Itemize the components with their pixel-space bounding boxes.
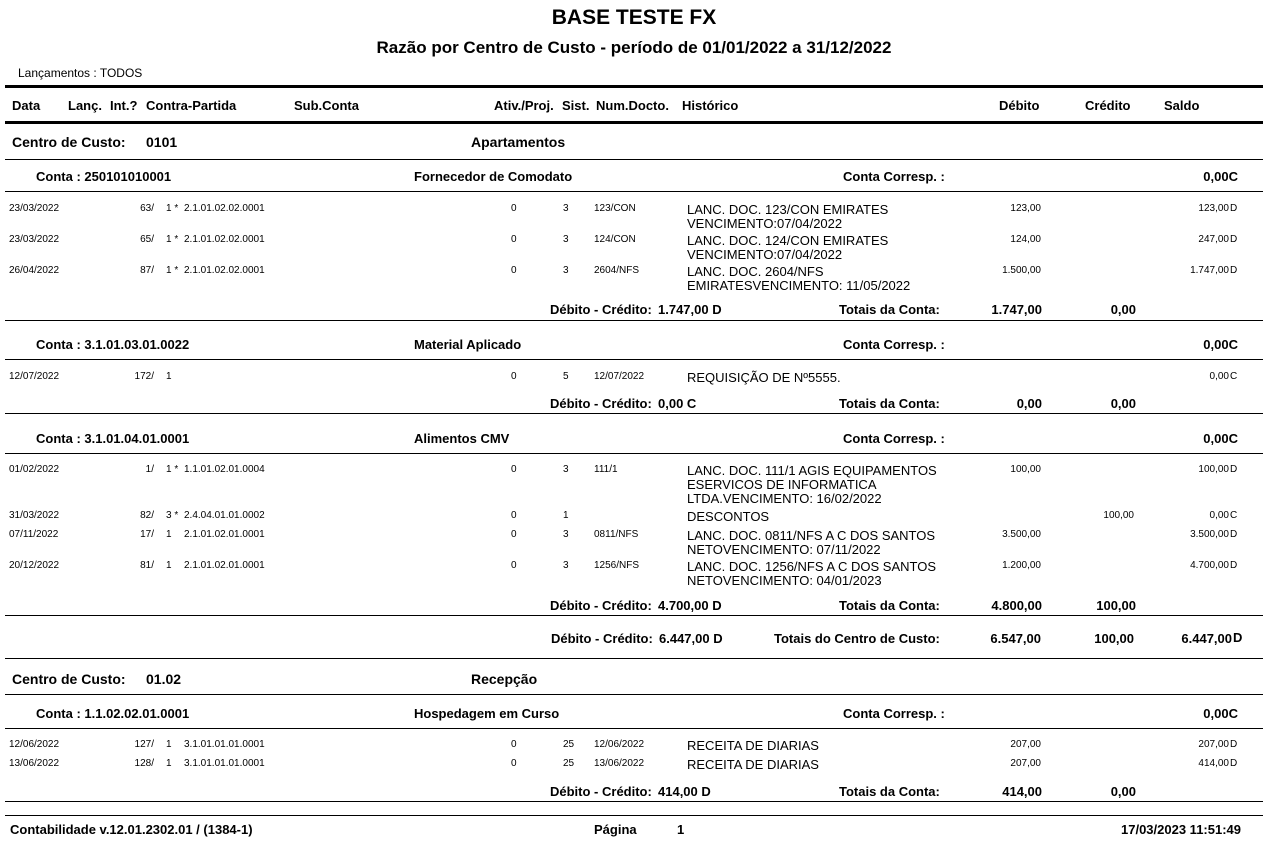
account-opening-balance: 0,00C: [1203, 431, 1238, 446]
debit-credit-value: 0,00 C: [658, 396, 697, 411]
header-rule-top: [5, 85, 1263, 88]
entry-int: 1: [166, 739, 172, 750]
entry-ativ: 0: [511, 529, 517, 540]
col-credito: Crédito: [1085, 98, 1131, 113]
divider: [5, 191, 1263, 192]
entry-ativ: 0: [511, 464, 517, 475]
account-name: Hospedagem em Curso: [414, 706, 560, 721]
entry-balance-dc: D: [1230, 758, 1238, 769]
col-contra: Contra-Partida: [146, 98, 237, 113]
account-name: Material Aplicado: [414, 337, 522, 352]
entry-ativ: 0: [511, 203, 517, 214]
account-totals-label: Totais da Conta:: [839, 396, 940, 411]
entry-history: REQUISIÇÃO DE Nº5555.: [687, 370, 841, 385]
entry-ativ: 0: [511, 265, 517, 276]
entry-doc: 1256/NFS: [594, 560, 640, 571]
col-sist: Sist.: [562, 98, 590, 113]
entry-balance: 100,00: [1198, 464, 1229, 475]
entry-history: LANC. DOC. 1256/NFS A C DOS SANTOS NETOVENCIMENTO: 04/01/2023: [687, 559, 937, 588]
cost-center-total-balance: 6.447,00: [1181, 631, 1232, 646]
entry-int: 1 *: [166, 234, 179, 245]
entry-date: 23/03/2022: [9, 203, 60, 214]
entry-history: LANC. DOC. 2604/NFS EMIRATESVENCIMENTO: 11/05/2022: [687, 264, 911, 293]
account-name: Alimentos CMV: [414, 431, 510, 446]
entry-contra: 2.1.01.02.02.0001: [184, 265, 265, 276]
entry-int: 3 *: [166, 510, 179, 521]
entry-debit: 3.500,00: [1002, 529, 1041, 540]
header-rule-bottom: [5, 121, 1263, 124]
divider: [5, 159, 1263, 160]
account-label: Conta : 3.1.01.03.01.0022: [36, 337, 190, 352]
entry-sist: 3: [563, 203, 569, 214]
account-label: Conta : 1.1.02.02.01.0001: [36, 706, 190, 721]
report-title: BASE TESTE FX: [551, 6, 717, 29]
entry-balance-dc: D: [1230, 265, 1238, 276]
entry-doc: 2604/NFS: [594, 265, 640, 276]
entry-int: 1: [166, 758, 172, 769]
page-number: 1: [677, 822, 685, 837]
entry-doc: 111/1: [594, 464, 618, 475]
cost-center-balance-dc: D: [1233, 630, 1243, 645]
account-totals-label: Totais da Conta:: [839, 598, 940, 613]
entry-ativ: 0: [511, 560, 517, 571]
entry-sist: 3: [563, 464, 569, 475]
entry-balance-dc: D: [1230, 560, 1238, 571]
cost-center-label: Centro de Custo:: [12, 671, 126, 687]
report-subtitle: Razão por Centro de Custo - período de 01/01/2022 a 31/12/2022: [376, 38, 892, 57]
entry-date: 01/02/2022: [9, 464, 60, 475]
debit-credit-value: 1.747,00 D: [658, 302, 722, 317]
cost-center-code: 0101: [146, 134, 178, 150]
entry-balance-dc: D: [1230, 464, 1238, 475]
entry-balance: 207,00: [1198, 739, 1229, 750]
entry-balance: 0,00: [1209, 371, 1229, 382]
entry-ativ: 0: [511, 739, 517, 750]
divider: [5, 615, 1263, 616]
entry-doc: 0811/NFS: [594, 529, 639, 540]
col-numdoc: Num.Docto.: [596, 98, 669, 113]
entry-debit: 1.500,00: [1002, 265, 1041, 276]
entry-lanc: 127/: [134, 739, 154, 750]
filter-label: Lançamentos : TODOS: [18, 66, 143, 80]
entry-int: 1 *: [166, 203, 179, 214]
entry-history: RECEITA DE DIARIAS: [687, 738, 819, 753]
cost-center-diff: 6.447,00 D: [659, 631, 723, 646]
entry-ativ: 0: [511, 758, 517, 769]
account-total-credit: 0,00: [1110, 302, 1136, 317]
entry-ativ: 0: [511, 510, 517, 521]
account-total-debit: 1.747,00: [991, 302, 1042, 317]
conta-corresp-label: Conta Corresp. :: [843, 431, 945, 446]
cost-center-label: Centro de Custo:: [12, 134, 126, 150]
entry-contra: 2.4.04.01.01.0002: [184, 510, 265, 521]
debit-credit-value: 414,00 D: [658, 784, 711, 799]
account-total-debit: 0,00: [1016, 396, 1042, 411]
entry-debit: 207,00: [1010, 758, 1041, 769]
entry-int: 1: [166, 560, 172, 571]
account-opening-balance: 0,00C: [1203, 706, 1238, 721]
page-label: Página: [594, 822, 637, 837]
entry-doc: 13/06/2022: [594, 758, 645, 769]
cost-center-name: Recepção: [471, 671, 538, 687]
entry-debit: 1.200,00: [1002, 560, 1041, 571]
account-label: Conta : 3.1.01.04.01.0001: [36, 431, 190, 446]
entry-lanc: 63/: [140, 203, 154, 214]
entry-doc: 12/07/2022: [594, 371, 645, 382]
cost-center-code: 01.02: [146, 671, 182, 687]
entry-balance: 247,00: [1198, 234, 1229, 245]
entry-contra: 3.1.01.01.01.0001: [184, 758, 265, 769]
account-totals-label: Totais da Conta:: [839, 784, 940, 799]
entry-ativ: 0: [511, 371, 517, 382]
cost-center-total-credit: 100,00: [1094, 631, 1134, 646]
divider: [5, 694, 1263, 695]
entry-sist: 25: [563, 758, 575, 769]
cost-center-name: Apartamentos: [471, 134, 566, 150]
col-date: Data: [12, 98, 41, 113]
divider: [5, 801, 1263, 802]
entry-date: 07/11/2022: [9, 529, 59, 540]
debit-credit-label: Débito - Crédito:: [551, 631, 653, 646]
col-saldo: Saldo: [1164, 98, 1200, 113]
divider: [5, 413, 1263, 414]
entry-lanc: 172/: [134, 371, 154, 382]
divider: [5, 658, 1263, 659]
account-total-credit: 0,00: [1110, 784, 1136, 799]
account-total-credit: 0,00: [1110, 396, 1136, 411]
entry-lanc: 81/: [140, 560, 154, 571]
entry-contra: 2.1.01.02.02.0001: [184, 203, 265, 214]
entry-history: RECEITA DE DIARIAS: [687, 757, 819, 772]
entry-doc: 12/06/2022: [594, 739, 645, 750]
entry-history: DESCONTOS: [687, 509, 770, 524]
debit-credit-value: 4.700,00 D: [658, 598, 722, 613]
entry-balance: 3.500,00: [1190, 529, 1229, 540]
print-timestamp: 17/03/2023 11:51:49: [1121, 822, 1241, 837]
entry-lanc: 17/: [140, 529, 154, 540]
entry-date: 12/06/2022: [9, 739, 60, 750]
entry-debit: 123,00: [1010, 203, 1041, 214]
col-lanc: Lanç.: [68, 98, 102, 113]
entry-balance: 4.700,00: [1190, 560, 1229, 571]
entry-balance-dc: D: [1230, 529, 1238, 540]
account-total-debit: 414,00: [1002, 784, 1042, 799]
entry-balance: 1.747,00: [1190, 265, 1229, 276]
entry-contra: 2.1.01.02.01.0001: [184, 529, 265, 540]
conta-corresp-label: Conta Corresp. :: [843, 169, 945, 184]
entry-debit: 207,00: [1010, 739, 1041, 750]
entry-sist: 1: [563, 510, 569, 521]
entry-history: LANC. DOC. 123/CON EMIRATES VENCIMENTO:07/04/2022: [687, 202, 889, 231]
entry-credit: 100,00: [1103, 510, 1134, 521]
entry-lanc: 87/: [140, 265, 154, 276]
entry-date: 23/03/2022: [9, 234, 60, 245]
entry-lanc: 65/: [140, 234, 154, 245]
debit-credit-label: Débito - Crédito:: [550, 784, 652, 799]
entry-balance-dc: D: [1230, 234, 1238, 245]
account-total-credit: 100,00: [1096, 598, 1136, 613]
entry-ativ: 0: [511, 234, 517, 245]
entry-sist: 3: [563, 234, 569, 245]
entry-history: LANC. DOC. 111/1 AGIS EQUIPAMENTOS ESERVICOS DE INFORMATICA LTDA.VENCIMENTO: 16/02/2022: [687, 463, 937, 506]
entry-sist: 25: [563, 739, 575, 750]
account-opening-balance: 0,00C: [1203, 337, 1238, 352]
entry-history: LANC. DOC. 124/CON EMIRATES VENCIMENTO:07/04/2022: [687, 233, 889, 262]
entry-lanc: 82/: [140, 510, 154, 521]
cost-center-totals-label: Totais do Centro de Custo:: [774, 631, 940, 646]
entry-debit: 100,00: [1010, 464, 1041, 475]
col-debito: Débito: [999, 98, 1040, 113]
divider: [5, 320, 1263, 321]
account-totals-label: Totais da Conta:: [839, 302, 940, 317]
entry-doc: 124/CON: [594, 234, 636, 245]
col-subconta: Sub.Conta: [294, 98, 359, 113]
entry-lanc: 1/: [145, 464, 154, 475]
entry-contra: 2.1.01.02.01.0001: [184, 560, 265, 571]
col-int: Int.?: [110, 98, 138, 113]
entry-date: 13/06/2022: [9, 758, 60, 769]
entry-lanc: 128/: [134, 758, 154, 769]
entry-date: 26/04/2022: [9, 265, 60, 276]
entry-int: 1 *: [166, 464, 179, 475]
account-opening-balance: 0,00C: [1203, 169, 1238, 184]
entry-contra: 1.1.01.02.01.0004: [184, 464, 265, 475]
entry-sist: 5: [563, 371, 569, 382]
entry-history: LANC. DOC. 0811/NFS A C DOS SANTOS NETOVENCIMENTO: 07/11/2022: [687, 528, 936, 557]
footer-rule: [5, 815, 1263, 816]
entry-balance: 0,00: [1209, 510, 1229, 521]
entry-sist: 3: [563, 265, 569, 276]
entry-int: 1: [166, 529, 172, 540]
debit-credit-label: Débito - Crédito:: [550, 396, 652, 411]
debit-credit-label: Débito - Crédito:: [550, 302, 652, 317]
divider: [5, 359, 1263, 360]
debit-credit-label: Débito - Crédito:: [550, 598, 652, 613]
entry-balance-dc: D: [1230, 203, 1238, 214]
entry-contra: 2.1.01.02.02.0001: [184, 234, 265, 245]
account-name: Fornecedor de Comodato: [414, 169, 573, 184]
entry-date: 12/07/2022: [9, 371, 60, 382]
entry-balance-dc: C: [1230, 371, 1238, 382]
entry-sist: 3: [563, 560, 569, 571]
conta-corresp-label: Conta Corresp. :: [843, 337, 945, 352]
entry-date: 31/03/2022: [9, 510, 60, 521]
entry-int: 1: [166, 371, 172, 382]
entry-balance-dc: C: [1230, 510, 1238, 521]
entry-int: 1 *: [166, 265, 179, 276]
conta-corresp-label: Conta Corresp. :: [843, 706, 945, 721]
entry-doc: 123/CON: [594, 203, 636, 214]
col-ativ: Ativ./Proj.: [494, 98, 554, 113]
divider: [5, 728, 1263, 729]
entry-balance: 123,00: [1198, 203, 1229, 214]
account-label: Conta : 250101010001: [36, 169, 172, 184]
divider: [5, 453, 1263, 454]
entry-debit: 124,00: [1010, 234, 1041, 245]
entry-date: 20/12/2022: [9, 560, 60, 571]
entry-sist: 3: [563, 529, 569, 540]
entry-balance-dc: D: [1230, 739, 1238, 750]
entry-contra: 3.1.01.01.01.0001: [184, 739, 265, 750]
col-hist: Histórico: [682, 98, 739, 113]
entry-balance: 414,00: [1198, 758, 1229, 769]
app-version: Contabilidade v.12.01.2302.01 / (1384-1): [10, 822, 253, 837]
account-total-debit: 4.800,00: [991, 598, 1042, 613]
cost-center-total-debit: 6.547,00: [990, 631, 1041, 646]
